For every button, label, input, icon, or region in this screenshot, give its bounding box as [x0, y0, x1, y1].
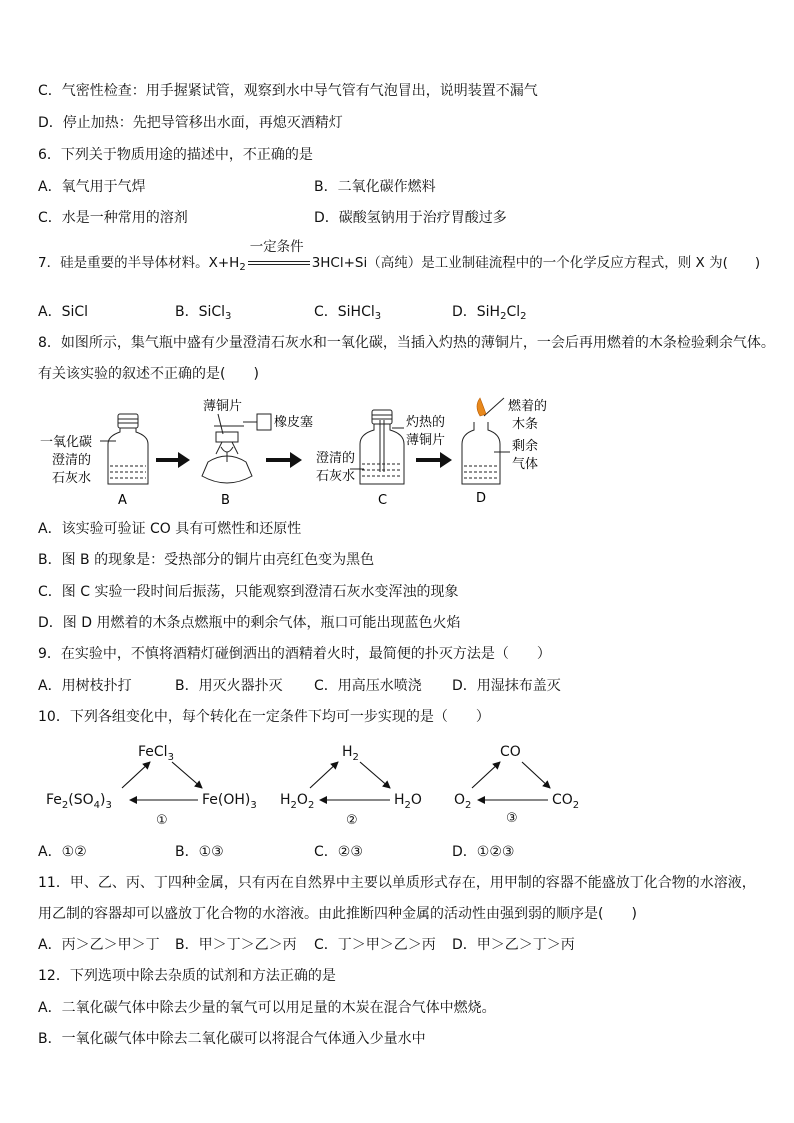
q6-option-d: D．碳酸氢钠用于治疗胃酸过多: [314, 210, 507, 226]
apparatus-b: [202, 414, 271, 483]
q6-option-c: C．水是一种常用的溶剂: [38, 210, 188, 226]
q9-option-d: D．用湿抹布盖灭: [452, 678, 561, 694]
q8-option-d: D．图 D 用燃着的木条点燃瓶中的剩余气体，瓶口可能出现蓝色火焰: [38, 615, 461, 631]
g1-top: FeCl$_3$: [138, 744, 174, 763]
g1-arrow-left-top: [122, 762, 150, 788]
g3-left: $O_2$: [454, 792, 472, 811]
q9-option-b: B．用灭火器扑灭: [175, 678, 283, 694]
q10-option-a: A．①②: [38, 844, 87, 860]
q9-stem: 9．在实验中，不慎将酒精灯碰倒洒出的酒精着火时，最简便的扑灭方法是（ ）: [38, 646, 551, 662]
q8-figure: [38, 392, 568, 512]
q9-option-a: A．用树枝扑打: [38, 678, 132, 694]
g2-arrow-left-top: [310, 762, 338, 788]
fig8-c-caption: C: [378, 493, 388, 508]
g2-top: $H_2$: [342, 744, 359, 763]
fig8-c-left1: 澄清的: [316, 451, 356, 466]
q10-stem: 10．下列各组变化中，每个转化在一定条件下均可一步实现的是（ ）: [38, 709, 490, 725]
bottle-d: [462, 398, 510, 484]
fig8-b-caption: B: [221, 493, 230, 508]
q7d-sub1: 2: [500, 311, 507, 322]
q7-option-d-text: D．SiH: [452, 304, 501, 320]
q8-stem-line2: 有关该实验的叙述不正确的是( ): [38, 366, 259, 382]
q11-option-d: D．甲＞乙＞丁＞丙: [452, 937, 575, 953]
q5-option-c: C．气密性检查：用手握紧试管，观察到水中导气管有气泡冒出，说明装置不漏气: [38, 83, 538, 99]
q7-condition: [246, 239, 312, 272]
g3-right: $CO_2$: [552, 792, 580, 811]
flame-icon: [477, 398, 486, 416]
q6-option-b: B．二氧化碳作燃料: [314, 179, 436, 195]
q12-option-a: A．二氧化碳气体中除去少量的氧气可以用足量的木炭在混合气体中燃烧。: [38, 1000, 496, 1016]
fig8-d-top1: 燃着的: [508, 399, 548, 414]
q9-option-c: C．用高压水喷浇: [314, 678, 422, 694]
q7-equals-sign: [248, 261, 310, 265]
fig8-c-right2: 薄铜片: [406, 433, 446, 448]
q7-stem-pre: 7．硅是重要的半导体材料。X+H: [38, 255, 240, 271]
g2-arrow-top-right: [360, 762, 390, 788]
q7d-sub2: 2: [520, 311, 527, 322]
q10-option-d: D．①②③: [452, 844, 515, 860]
g2-left: $H_2O_2$: [280, 792, 315, 811]
q7-option-b-text: B．SiCl: [175, 304, 226, 320]
g3-arrow-left-top: [472, 762, 500, 788]
arrow-c-to-d: [416, 452, 452, 468]
g3-arrow-top-right: [522, 762, 550, 788]
q7-condition-text: 一定条件: [249, 239, 304, 255]
q7-option-a-text: A．SiCl: [38, 304, 89, 320]
g1-left: $Fe_2(SO_4)_3$: [46, 792, 112, 811]
fig8-c-left2: 石灰水: [316, 469, 356, 484]
fig8-a-label1: 一氧化碳: [40, 435, 93, 450]
fig8-c-right1: 灼热的: [406, 415, 446, 430]
q7-option-d: [452, 303, 527, 321]
q10-figure: [38, 738, 598, 834]
q11-option-a: A．丙＞乙＞甲＞丁: [38, 937, 160, 953]
q8-option-a: A．该实验可验证 CO 具有可燃性和还原性: [38, 521, 302, 537]
q7c-sub: 3: [374, 311, 382, 322]
q6-option-a: A．氧气用于气焊: [38, 179, 146, 195]
q10-option-b: B．①③: [175, 844, 224, 860]
g1-number: ①: [156, 813, 168, 828]
fig8-b-top: 薄铜片: [203, 399, 243, 414]
q8-stem-line1: 8．如图所示，集气瓶中盛有少量澄清石灰水和一氧化碳，当插入灼热的薄铜片，一会后再用燃着的木条检验剩余气体。: [38, 335, 775, 351]
q7b-sub: 3: [225, 311, 232, 322]
g3-top: CO: [500, 744, 521, 760]
q7-stem-post: 3HCl+Si（高纯）是工业制硅流程中的一个化学反应方程式，则 X 为( ): [311, 255, 761, 271]
q11-stem-line2: 用乙制的容器却可以盛放丁化合物的水溶液。由此推断四种金属的活动性由强到弱的顺序是( ): [38, 906, 637, 922]
fig8-a-label3: 石灰水: [52, 471, 92, 486]
q7-option-d-tail: Cl: [506, 304, 521, 320]
arrow-a-to-b: [156, 452, 190, 468]
fig8-a-caption: A: [118, 493, 127, 508]
fig8-d-top2: 木条: [512, 417, 539, 432]
g3-number: ③: [506, 811, 518, 826]
arrow-b-to-c: [266, 452, 302, 468]
q7-option-c-text: C．SiHCl: [314, 304, 375, 320]
q7-option-c: [314, 303, 381, 321]
q11-option-b: B．甲＞丁＞乙＞丙: [175, 937, 297, 953]
q8-option-c: C．图 C 实验一段时间后振荡，只能观察到澄清石灰水变浑浊的现象: [38, 584, 459, 600]
g2-number: ②: [346, 813, 358, 828]
q5-option-d: D．停止加热：先把导管移出水面，再熄灭酒精灯: [38, 115, 343, 131]
fig8-a-label2: 澄清的: [52, 453, 92, 468]
q12-option-b: B．一氧化碳气体中除去二氧化碳可以将混合气体通入少量水中: [38, 1031, 426, 1047]
q11-option-c: C．丁＞甲＞乙＞丙: [314, 937, 436, 953]
bottle-a: [100, 414, 148, 484]
q11-stem-line1: 11．甲、乙、丙、丁四种金属，只有丙在自然界中主要以单质形式存在，用甲制的容器不能盛放丁化合物的水溶液，: [38, 875, 756, 891]
fig8-d-caption: D: [476, 491, 487, 506]
q8-option-b: B．图 B 的现象是：受热部分的铜片由亮红色变为黑色: [38, 552, 375, 568]
q12-stem: 12．下列选项中除去杂质的试剂和方法正确的是: [38, 968, 336, 984]
fig8-d-right2: 气体: [512, 457, 539, 472]
g1-right: $Fe(OH)_3$: [202, 792, 257, 811]
g2-right: $H_2O$: [394, 792, 422, 811]
q7-option-a: [38, 303, 88, 321]
bottle-c: [350, 410, 404, 484]
q7-stem: [38, 239, 761, 273]
q7-option-b: [175, 303, 231, 321]
g1-arrow-top-right: [172, 762, 202, 788]
q10-option-c: C．②③: [314, 844, 363, 860]
fig8-b-side: 橡皮塞: [274, 415, 314, 430]
q7-h2-sub: 2: [239, 262, 246, 273]
q6-stem: 6．下列关于物质用途的描述中，不正确的是: [38, 147, 313, 163]
fig8-d-right1: 剩余: [512, 439, 539, 454]
